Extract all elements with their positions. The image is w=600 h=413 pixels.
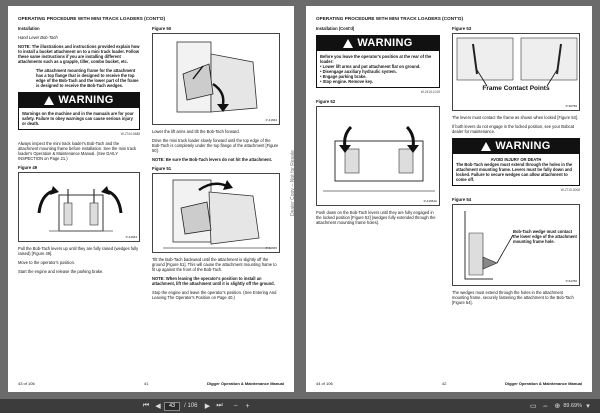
page-41	[8, 6, 294, 392]
figure-49	[18, 172, 140, 242]
warning-text: Warnings on the machine and in the manuals are for your safety. Failure to obey warnings can cause serious injury or death.	[22, 111, 134, 126]
note-text: The attachment mounting frame for the attachment has a top flange that is designed to receive the top edge of the Bob-Tach and the lower part of the frame is designed to receive the Bob-Tach wedges.	[36, 68, 139, 88]
wedge-contact-illustration	[453, 205, 581, 287]
figure-label: Figure 49	[18, 165, 38, 170]
figure-50	[152, 33, 280, 125]
footer-title: Digger Operation & Maintenance Manual	[207, 381, 284, 386]
left-column	[316, 26, 440, 229]
figure-label: Figure 54	[452, 197, 472, 202]
footer-page-count: 43 of 106	[18, 381, 35, 386]
next-page-icon[interactable]: ▶	[204, 403, 211, 410]
bobtach-tilted-back-illustration	[153, 174, 281, 254]
bobtach-levers-locked-illustration	[317, 107, 441, 207]
warning-list-item: • Stop engine. Remove key.	[320, 79, 374, 84]
paragraph: Pull the Bob-Tach levers up until they are fully raised (wedges fully raised) [Figure 49].	[18, 246, 139, 256]
figure-51	[152, 173, 280, 253]
warning-box	[452, 138, 580, 186]
section-title: Installation	[18, 26, 40, 31]
figure-52	[316, 106, 440, 206]
warning-text: Before you leave the operator's position at the rear of the loader: • Lower lift arms and put attachment flat on ground. • Disengage auxiliary hydraulic system. • Engage parking brake. • Stop engine. Remove key.	[317, 51, 439, 87]
bobtach-under-flange-illustration	[153, 34, 281, 126]
footer-title: Digger Operation & Maintenance Manual	[505, 381, 582, 386]
paragraph: Drive the mini track loader slowly forward until the top edge of the Bob-Tach is completely under the top flange of the attachment [Figure 50].	[152, 138, 279, 153]
figure-code: P-41662A	[423, 199, 437, 203]
warning-code: W-2744-0688	[120, 132, 140, 136]
zoom-in-icon[interactable]: +	[245, 402, 250, 410]
figure-label: Figure 50	[152, 26, 172, 31]
fit-page-icon[interactable]: ▭	[530, 403, 537, 410]
note-text: NOTE: Be sure the Bob-Tach levers do not hit the attachment.	[152, 157, 273, 162]
page-header: OPERATING PROCEDURE WITH MINI TRACK LOADERS (CONT'D)	[316, 16, 464, 21]
viewer-toolbar	[0, 399, 600, 413]
paragraph: The levers must contact the frame as shown when locked [Figure 53].	[452, 115, 579, 120]
paragraph: Tilt the Bob-Tach backward until the attachment is slightly off the ground [Figure 51]. This will cause the attachment mounting frame to fit up against the front of the Bob-Tach.	[152, 257, 277, 272]
bobtach-levers-up-illustration	[19, 173, 141, 243]
footer-page-count: 44 of 106	[316, 381, 333, 386]
warning-triangle-icon	[343, 39, 353, 48]
paragraph: Move to the operator's position.	[18, 260, 75, 265]
page-42	[306, 6, 592, 392]
figure-callout: Bob-Tach wedge must contact the lower edge of the attachment mounting frame hole.	[513, 229, 577, 244]
first-page-icon[interactable]: ⏮	[142, 402, 150, 409]
warning-list-item: • Lower lift arms and put attachment flat on ground.	[320, 64, 421, 69]
warning-triangle-icon	[44, 96, 54, 105]
frame-contact-points-illustration	[453, 34, 581, 112]
figure-code: P-90750	[565, 104, 577, 108]
paragraph: Push down on the Bob-Tach levers until they are fully engaged in the locked position [Figure 52] (wedges fully extended through the attachment mounting frame holes).	[316, 210, 436, 225]
paragraph: Lower the lift arms and tilt the Bob-Tach forward.	[152, 129, 240, 134]
figure-code: P-41664	[265, 118, 277, 122]
paragraph: The wedges must extend through the holes in the attachment mounting frame, securely fastening the attachment to the Bob-Tach [Figure 54].	[452, 290, 574, 305]
warning-banner: WARNING	[19, 93, 139, 108]
paragraph: Start the engine and release the parking brake.	[18, 269, 104, 274]
warning-box	[18, 92, 140, 130]
warning-box	[316, 35, 440, 88]
last-page-icon[interactable]: ⏭	[216, 402, 223, 409]
section-title: Installation (Cont'd)	[316, 26, 355, 31]
warning-banner: WARNING	[453, 139, 579, 154]
subsection-title: Hand Lever Bob-Tach	[18, 35, 58, 40]
warning-list-item: • Disengage auxiliary hydraulic system.	[320, 69, 397, 74]
warning-code: W-2715-0008	[560, 188, 580, 192]
right-column	[452, 26, 580, 309]
figure-label: Figure 51	[152, 166, 172, 171]
left-column	[18, 26, 140, 278]
paragraph: Stop the engine and leave the operator's position. (See Entering And Leaving The Operator's Position on Page 40.)	[152, 290, 277, 300]
figure-label: Figure 52	[316, 99, 336, 104]
figure-54	[452, 204, 580, 286]
footer-page-number: 41	[144, 381, 149, 386]
note-text: NOTE: The illustrations and instructions provided explain how to install a bucket attachment on to a mini track loader. Follow these same instructions if you are installing different attachments such as a grapple, tiller, combo bucket, etc.	[18, 44, 140, 64]
page-header: OPERATING PROCEDURE WITH MINI TRACK LOADERS (CONT'D)	[18, 16, 166, 21]
warning-code: W-2416-1015	[420, 90, 440, 94]
watermark-text: Dealer Copy -- Not for Resale	[290, 150, 296, 216]
zoom-dropdown-icon[interactable]: ▾	[586, 403, 590, 410]
figure-code: P-41663	[125, 235, 137, 239]
figure-label: Figure 53	[452, 26, 472, 31]
page-number-input[interactable]: 43	[164, 402, 180, 411]
zoom-out-icon[interactable]: −	[233, 402, 238, 410]
paragraph: If both levers do not engage in the locked position, see your Bobcat dealer for maintenance.	[452, 124, 574, 134]
warning-triangle-icon	[481, 142, 491, 151]
figure-code: P-41665	[265, 246, 277, 250]
warning-list-item: • Engage parking brake.	[320, 74, 367, 79]
total-pages: / 106	[184, 403, 198, 409]
fit-width-icon[interactable]: ⇔	[541, 402, 549, 410]
zoom-icon[interactable]: ⊕	[554, 403, 561, 410]
figure-code: P-64760	[565, 279, 577, 283]
warning-text: AVOID INJURY OR DEATH The Bob-Tach wedges must extend through the holes in the attachment mounting frame. Levers must be fully down and locked. Failure to secure wedges can allow attachment to come off.	[456, 157, 573, 182]
figure-caption: Frame Contact Points	[482, 85, 550, 92]
figure-53	[452, 33, 580, 111]
warning-banner: WARNING	[317, 36, 439, 51]
footer-page-number: 42	[442, 381, 447, 386]
previous-page-icon[interactable]: ◀	[155, 403, 161, 410]
paragraph: Always inspect the mini track loader's Bob-Tach and the attachment mounting frame before installation. See the mini track loader's Operation & Maintenance Manual. (See DAILY INSPECTION on Page 21.)	[18, 141, 137, 161]
zoom-level[interactable]: 89.69%	[563, 403, 582, 409]
right-column	[152, 26, 280, 304]
note-text: NOTE: When leaving the operator's position to install an attachment, lift the attachment until it is slightly off the ground.	[152, 276, 275, 286]
